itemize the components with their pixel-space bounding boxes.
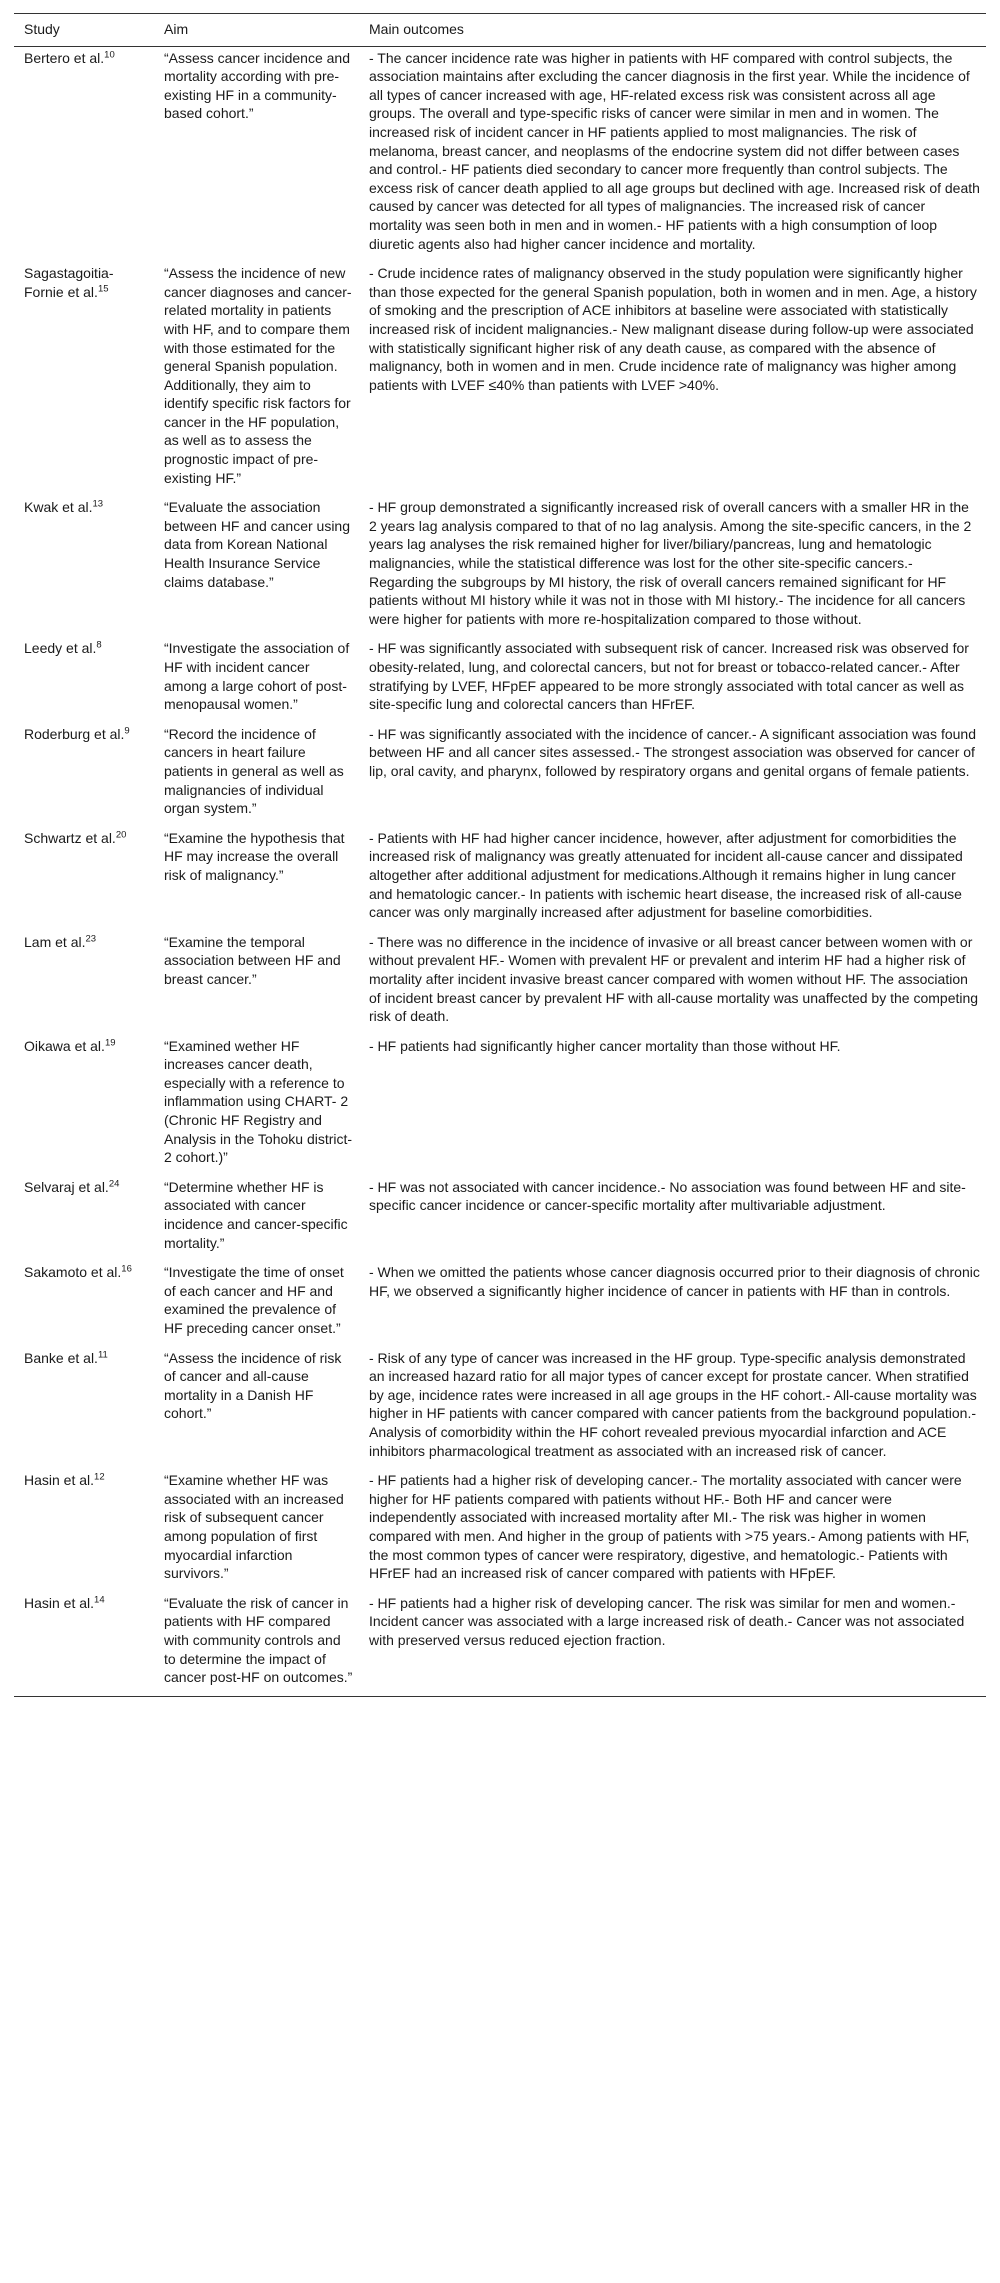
reference-number: 15 <box>97 283 109 295</box>
study-cell <box>14 1261 154 1346</box>
study-name: Hasin et al. <box>24 1594 95 1611</box>
aim-cell: “Assess the incidence of new cancer diagnoses and cancer-related mortality in patients with HF, and to compare them with those estimated for the general Spanish population. Additionally, they aim to identify specific risk factors for cancer in the HF population, as well as to assess the prognostic impact of pre-existing HF.” <box>164 265 352 486</box>
outcomes-cell: - The cancer incidence rate was higher in patients with HF compared with control subjects, the association maintains after excluding the cancer diagnosis in the first year. While the incidence of all types of cancer increased with age, HF-related excess risk was consistent across all age groups. The overall and type-specific risks of cancer were similar in men and in women. The increased risk of incident cancer in HF patients applied to most malignancies. The risk of melanoma, breast cancer, and neoplasms of the endocrine system did not differ between cases and control.- HF patients died secondary to cancer more frequently than control subjects. The excess risk of cancer death applied to all age groups but declined with age. Increased risk of death caused by cancer was detected for all types of malignancies. The increased risk of cancer mortality was seen both in men and in women.- HF patients with a high consumption of loop diuretic agents also had higher cancer incidence and mortality. <box>369 49 980 252</box>
table-row <box>14 46 986 262</box>
study-name: Hasin et al. <box>24 1472 95 1489</box>
header-aim: Aim <box>164 21 189 37</box>
study-cell <box>14 1469 154 1592</box>
study-name: Kwak et al. <box>24 499 93 516</box>
table-row <box>14 1592 986 1696</box>
table-header <box>14 14 986 47</box>
reference-number: 24 <box>108 1178 120 1190</box>
study-cell <box>14 1347 154 1470</box>
aim-cell: “Examine the hypothesis that HF may increase the overall risk of malignancy.” <box>164 829 345 883</box>
study-cell <box>14 1176 154 1261</box>
study-cell <box>14 723 154 827</box>
reference-number: 13 <box>92 498 104 510</box>
study-name: Banke et al. <box>24 1349 98 1366</box>
outcomes-cell: - HF was significantly associated with subsequent risk of cancer. Increased risk was observed for obesity-related, lung, and colorectal cancers, but not for breast or tobacco-related cancer.- After stratifying by LVEF, HFpEF appeared to be more strongly associated with total cancer as well as site-specific lung and colorectal cancers than HFrEF. <box>369 640 969 713</box>
reference-number: 12 <box>94 1471 105 1483</box>
reference-number: 9 <box>124 725 130 737</box>
aim-cell: “Investigate the association of HF with incident cancer among a large cohort of post-menopausal women.” <box>164 640 350 713</box>
aim-cell: “Determine whether HF is associated with cancer incidence and cancer-specific mortality.” <box>164 1178 348 1251</box>
study-name: Sakamoto et al. <box>24 1264 122 1281</box>
reference-number: 23 <box>85 933 97 945</box>
outcomes-cell: - When we omitted the patients whose cancer diagnosis occurred prior to their diagnosis of chronic HF, we observed a significantly higher incidence of cancer in patients with HF than in controls. <box>369 1264 980 1299</box>
outcomes-cell: - HF patients had a higher risk of developing cancer.- The mortality associated with cancer were higher for HF patients compared with patients without HF.- Both HF and cancer were independently associated with increased mortality after MI.- The risk was higher in women compared with men. And higher in the group of patients with >75 years.- Among patients with HF, the most common types of cancer were respiratory, digestive, and hematologic.- Patients with HFrEF had an increased risk of cancer compared with patients with HFpEF. <box>369 1472 970 1582</box>
table-row <box>14 1035 986 1176</box>
table-row <box>14 637 986 722</box>
aim-cell: “Record the incidence of cancers in heart failure patients in general as well as malignancies of individual organ system.” <box>164 725 344 817</box>
table-row <box>14 931 986 1035</box>
study-name: Bertero et al. <box>24 49 105 66</box>
header-study: Study <box>24 21 60 37</box>
study-name: Sagastagoitia-Fornie et al. <box>24 265 114 300</box>
aim-cell: “Assess cancer incidence and mortality according with pre-existing HF in a community-based cohort.” <box>164 49 350 122</box>
outcomes-cell: - HF patients had a higher risk of developing cancer. The risk was similar for men and women.- Incident cancer was associated with a large increased risk of death.- Cancer was not associated with preserved versus reduced ejection fraction. <box>369 1594 965 1648</box>
table-row <box>14 723 986 827</box>
study-name: Selvaraj et al. <box>24 1178 109 1195</box>
header-main-outcomes: Main outcomes <box>369 21 464 37</box>
reference-number: 20 <box>115 829 127 841</box>
table-row <box>14 1261 986 1346</box>
aim-cell: “Evaluate the association between HF and cancer using data from Korean National Health Insurance Service claims database.” <box>164 499 350 590</box>
study-cell <box>14 496 154 637</box>
table-row <box>14 262 986 496</box>
study-cell <box>14 46 154 262</box>
aim-cell: “Assess the incidence of risk of cancer and all-cause mortality in a Danish HF cohort.” <box>164 1349 342 1422</box>
table-row <box>14 1176 986 1261</box>
study-cell <box>14 931 154 1035</box>
reference-number: 11 <box>97 1348 108 1360</box>
study-cell <box>14 262 154 496</box>
outcomes-cell: - Crude incidence rates of malignancy observed in the study population were significantly higher than those expected for the general Spanish population, both in women and in men. Age, a history of smoking and the prescription of ACE inhibitors at baseline were associated with statistically increased risk of incident malignancies.- New malignant disease during follow-up were associated with statistically significant higher risk of any death cause, as compared with the absence of malignancy, both in women and in men. Crude incidence rate of malignancy was higher among patients with LVEF ≤40% than patients with LVEF >40%. <box>369 265 977 393</box>
aim-cell: “Examine whether HF was associated with an increased risk of subsequent cancer among population of first myocardial infarction survivors.” <box>164 1472 344 1582</box>
table-row <box>14 1469 986 1592</box>
aim-cell: “Evaluate the risk of cancer in patients with HF compared with community controls and to determine the impact of cancer post-HF on outcomes.” <box>164 1594 353 1686</box>
study-cell <box>14 1035 154 1176</box>
study-name: Oikawa et al. <box>24 1037 105 1054</box>
study-cell <box>14 637 154 722</box>
reference-number: 8 <box>96 639 102 651</box>
table-row <box>14 1347 986 1470</box>
table-row <box>14 827 986 931</box>
outcomes-cell: - HF was significantly associated with the incidence of cancer.- A significant association was found between HF and all cancer sites assessed.- The strongest association was observed for cancer of lip, oral cavity, and pharynx, followed by respiratory organs and genital organs of female patients. <box>369 725 976 779</box>
reference-number: 10 <box>104 48 115 60</box>
reference-number: 14 <box>94 1594 105 1606</box>
table-row <box>14 496 986 637</box>
outcomes-cell: - HF patients had significantly higher cancer mortality than those without HF. <box>369 1037 841 1054</box>
study-name: Leedy et al. <box>24 640 97 657</box>
study-cell <box>14 827 154 931</box>
reference-number: 16 <box>121 1263 132 1275</box>
outcomes-cell: - There was no difference in the incidence of invasive or all breast cancer between women with or without prevalent HF.- Women with prevalent HF or prevalent and interim HF had a higher risk of mortality after incident invasive breast cancer compared with women without HF. The association of incident breast cancer by prevalent HF with all-cause mortality was unaffected by the competing risk of death. <box>369 933 979 1025</box>
outcomes-cell: - Patients with HF had higher cancer incidence, however, after adjustment for comorbidities the increased risk of malignancy was greatly attenuated for incident all-cause cancer and dissipated altogether after additional adjustment for medications.Although it remains higher in lung cancer and hematologic cancer.- In patients with ischemic heart disease, the increased risk of all-cause cancer was only marginally increased after adjustment for baseline comorbidities. <box>369 829 963 921</box>
table-body <box>14 46 986 1696</box>
study-name: Roderburg et al. <box>24 725 125 742</box>
studies-table <box>14 13 986 1697</box>
outcomes-cell: - Risk of any type of cancer was increased in the HF group. Type-specific analysis demonstrated an increased hazard ratio for all major types of cancer except for prostate cancer. When stratified by age, incidence rates were increased in all age groups in the HF cohort.- All-cause mortality was higher in HF patients with cancer compared with cancer patients from the background population.- Analysis of comorbidity within the HF cohort revealed previous myocardial infarction and ACE inhibitors pharmacological treatment as associated with an increased risk of cancer. <box>369 1349 977 1459</box>
study-name: Lam et al. <box>24 933 86 950</box>
outcomes-cell: - HF group demonstrated a significantly increased risk of overall cancers with a smaller HR in the 2 years lag analysis compared to that of no lag analysis. Among the site-specific cancers, in the 2 years lag analyses the risk remained higher for liver/biliary/pancreas, lung and hematologic malignancies, while the statistical difference was lost for the other site-specific cancers.- Regarding the subgroups by MI history, the risk of overall cancers remained significant for HF patients without MI history while it was not in those with MI history.- The incidence for all cancers were higher for patients with more re-hospitalization compared to those without. <box>369 499 972 627</box>
aim-cell: “Examined wether HF increases cancer death, especially with a reference to inflammation using CHART- 2 (Chronic HF Registry and Analysis in the Tohoku district-2 cohort.)” <box>164 1037 353 1166</box>
outcomes-cell: - HF was not associated with cancer incidence.- No association was found between HF and site-specific cancer incidence or cancer-specific mortality after multivariable adjustment. <box>369 1178 966 1214</box>
study-name: Schwartz et al. <box>24 829 116 846</box>
study-cell <box>14 1592 154 1696</box>
reference-number: 19 <box>104 1037 116 1049</box>
aim-cell: “Investigate the time of onset of each cancer and HF and examined the prevalence of HF preceding cancer onset.” <box>164 1264 344 1336</box>
aim-cell: “Examine the temporal association between HF and breast cancer.” <box>164 933 341 987</box>
header-row <box>14 14 986 47</box>
